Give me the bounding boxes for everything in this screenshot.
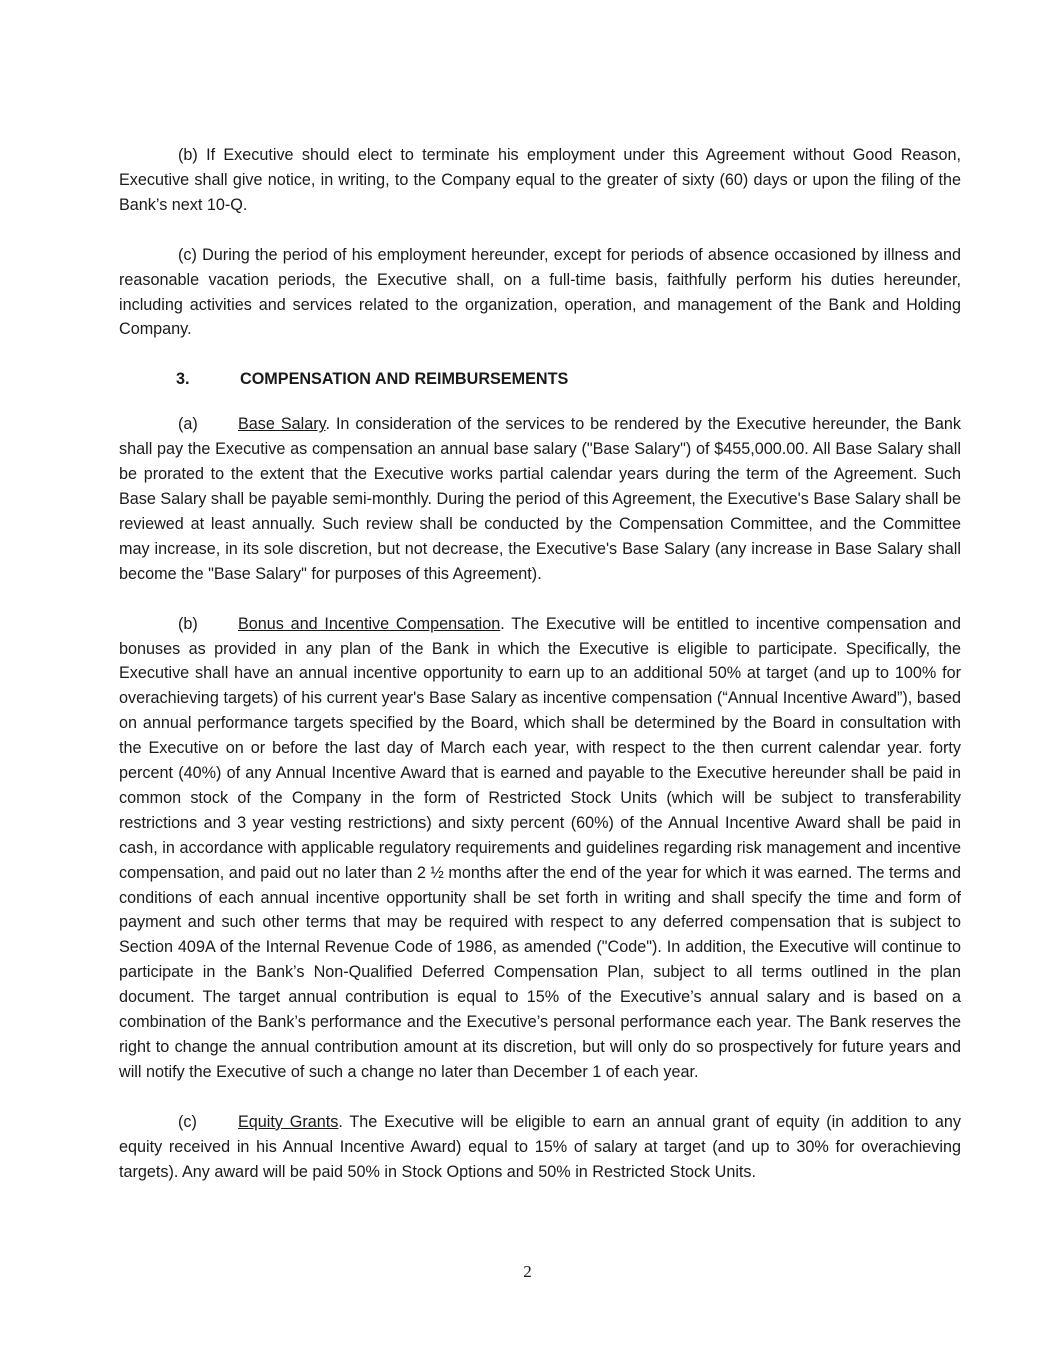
document-body (119, 143, 961, 1185)
section-heading (119, 367, 961, 392)
paragraph-employment-duties: (c) During the period of his employment hereunder, except for periods of absence occasioned by illness and reasonable vacation periods, the Executive shall, on a full-time basis, faithfully perform his duties hereunder, including activities and services related to the organization, operation, and management of the Bank and Holding Company. (119, 245, 961, 339)
clause-text: . The Executive will be eligible to earn an annual grant of equity (in addition to any equity received in his Annual Incentive Award) equal to 15% of salary at target (and up to 30% for overachieving targets). Any award will be paid 50% in Stock Options and 50% in Restricted Stock Units. (119, 1112, 961, 1181)
clause-label: (b) (178, 614, 198, 633)
paragraph-base-salary (119, 412, 961, 586)
clause-heading: Base Salary (238, 415, 326, 434)
paragraph-equity-grants (119, 1110, 961, 1185)
clause-text: . The Executive will be entitled to incentive compensation and bonuses as provided in any plan of the Bank in which the Executive is eligible to participate. Specifically, the Executive shall have an annual incentive opportunity to earn up to an additional 50% at target (and up to 100% for overachieving targets) of his current year's Base Salary as incentive compensation (“Annual Incentive Award”), based on annual performance targets specified by the Board, which shall be determined by the Board in consultation with the Executive on or before the last day of March each year, with respect to the then current calendar year. forty percent (40%) of any Annual Incentive Award that is earned and payable to the Executive hereunder shall be paid in common stock of the Company in the form of Restricted Stock Units (which will be subject to transferability restrictions and 3 year vesting restrictions) and sixty percent (60%) of the Annual Incentive Award shall be paid in cash, in accordance with applicable regulatory requirements and guidelines regarding risk management and incentive compensation, and paid out no later than 2 ½ months after the end of the year for which it was earned. The terms and conditions of each annual incentive opportunity shall be set forth in writing and shall specify the time and form of payment and such other terms that may be required with respect to any deferred compensation that is subject to Section 409A of the Internal Revenue Code of 1986, as amended ("Code"). In addition, the Executive will continue to participate in the Bank’s Non-Qualified Deferred Compensation Plan, subject to all terms outlined in the plan document. The target annual contribution is equal to 15% of the Executive’s annual salary and is based on a combination of the Bank’s performance and the Executive’s personal performance each year. The Bank reserves the right to change the annual contribution amount at its discretion, but will only do so prospectively for future years and will notify the Executive of such a change no later than December 1 of each year. (119, 614, 961, 1081)
section-number: 3. (176, 370, 190, 389)
clause-heading: Equity Grants (238, 1112, 339, 1131)
clause-label: (c) (178, 1112, 197, 1131)
clause-text: . In consideration of the services to be rendered by the Executive hereunder, the Bank shall pay the Executive as compensation an annual base salary ("Base Salary") of $455,000.00. All Base Salary shall be prorated to the extent that the Executive works partial calendar years during the term of the Agreement. Such Base Salary shall be payable semi-monthly. During the period of this Agreement, the Executive's Base Salary shall be reviewed at least annually. Such review shall be conducted by the Compensation Committee, and the Committee may increase, in its sole discretion, but not decrease, the Executive's Base Salary (any increase in Base Salary shall become the "Base Salary" for purposes of this Agreement). (119, 415, 961, 583)
clause-heading: Bonus and Incentive Compensation (238, 614, 501, 633)
page-number: 2 (523, 1262, 532, 1281)
paragraph-bonus-incentive (119, 612, 961, 1085)
clause-label: (a) (178, 415, 198, 434)
section-title: COMPENSATION AND REIMBURSEMENTS (240, 370, 569, 389)
paragraph-termination-notice: (b) If Executive should elect to terminate his employment under this Agreement without Good Reason, Executive shall give notice, in writing, to the Company equal to the greater of sixty (60) days or upon the filing of the Bank’s next 10-Q. (119, 146, 961, 214)
